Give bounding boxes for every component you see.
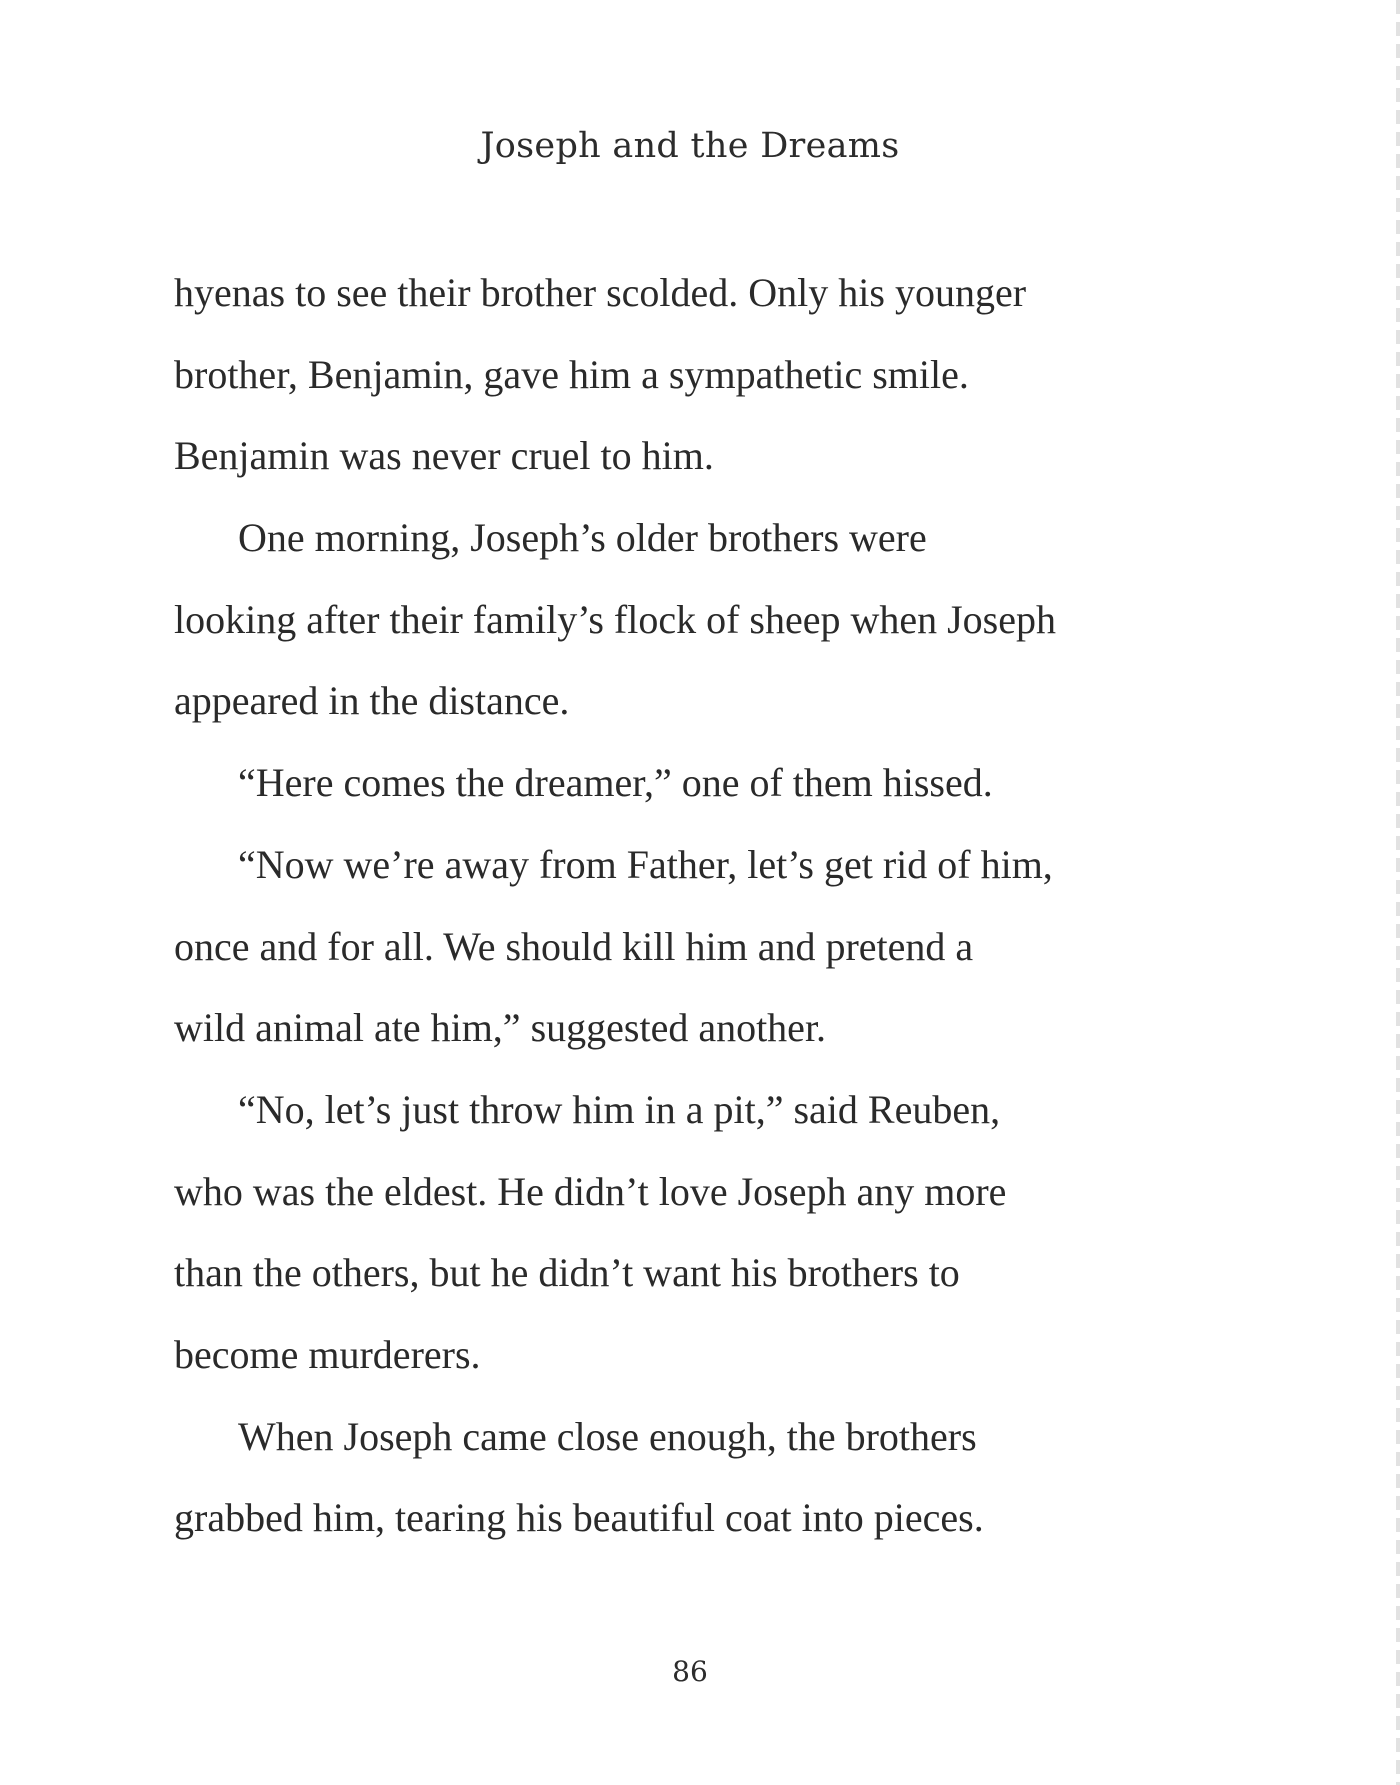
text-line: brother, Benjamin, gave him a sympathetic smile. — [174, 351, 969, 397]
page-edge-divider — [1396, 0, 1400, 1785]
text-line: grabbed him, tearing his beautiful coat into pieces. — [174, 1495, 984, 1541]
text-line: who was the eldest. He didn’t love Joseph any more — [174, 1168, 1007, 1214]
body-text — [174, 252, 1224, 1559]
text-line: looking after their family’s flock of sheep when Joseph — [174, 596, 1056, 642]
text-line: Benjamin was never cruel to him. — [174, 433, 714, 479]
text-line: than the others, but he didn’t want his brothers to — [174, 1250, 960, 1296]
text-line-paragraph-start: “No, let’s just throw him in a pit,” said Reuben, — [238, 1086, 1001, 1132]
text-line-paragraph-start: One morning, Joseph’s older brothers were — [238, 515, 927, 561]
text-line: once and for all. We should kill him and pretend a — [174, 923, 974, 969]
text-line-paragraph-start: “Here comes the dreamer,” one of them hissed. — [238, 760, 993, 806]
text-line: hyenas to see their brother scolded. Only his younger — [174, 270, 1027, 315]
text-line: become murderers. — [174, 1331, 481, 1377]
text-line-paragraph-start: “Now we’re away from Father, let’s get rid of him, — [238, 841, 1053, 887]
page-number: 86 — [672, 1655, 708, 1688]
text-line-paragraph-start: When Joseph came close enough, the brothers — [238, 1413, 977, 1459]
text-line: appeared in the distance. — [174, 678, 570, 724]
running-head-title: Joseph and the Dreams — [480, 126, 900, 166]
text-line: wild animal ate him,” suggested another. — [174, 1005, 827, 1051]
